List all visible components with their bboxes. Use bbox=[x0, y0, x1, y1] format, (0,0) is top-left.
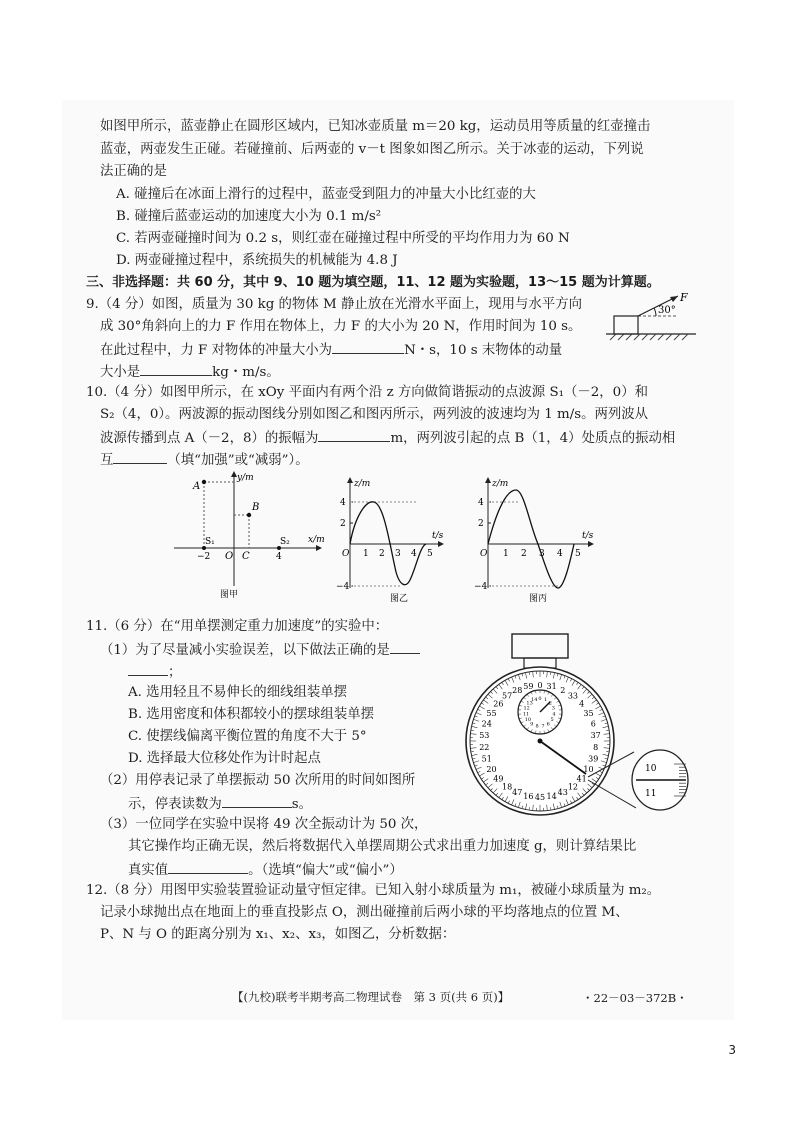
stopwatch-figure bbox=[464, 628, 704, 828]
q8-line-1: 如图甲所示，蓝壶静止在圆形区域内，已知冰壶质量 m＝20 kg，运动员用等质量的红壶撞击 bbox=[100, 119, 651, 134]
svg-text:4: 4 bbox=[411, 549, 417, 559]
caption-figure-c: 图丙 bbox=[529, 594, 548, 604]
q12-line-3: P、N 与 O 的距离分别为 x₁、x₂、x₃，如图乙，分析数据： bbox=[100, 927, 456, 942]
svg-text:O: O bbox=[342, 549, 350, 559]
q12-line-1: 12.（8 分）用图甲实验装置验证动量守恒定律。已知入射小球质量为 m₁，被碰小球质量为 m₂。 bbox=[86, 883, 661, 898]
force-label: F bbox=[680, 292, 688, 304]
outer-dial-label: 10 bbox=[583, 765, 594, 774]
inner-dial-label: 5 bbox=[550, 717, 554, 723]
q10-figure-a bbox=[170, 468, 330, 603]
point-a bbox=[202, 480, 206, 484]
outer-dial-label: 33 bbox=[567, 691, 579, 701]
q10-figure-b bbox=[336, 476, 448, 604]
block-m bbox=[614, 316, 638, 334]
svg-text:2: 2 bbox=[379, 549, 385, 559]
outer-dial-label: 22 bbox=[479, 742, 490, 752]
svg-text:B: B bbox=[252, 502, 260, 513]
svg-text:10: 10 bbox=[645, 764, 657, 774]
outer-dial-label: 26 bbox=[493, 699, 504, 709]
inner-dial-label: 13 bbox=[526, 700, 533, 707]
q11-blank-3[interactable] bbox=[168, 860, 248, 874]
svg-text:1: 1 bbox=[503, 549, 509, 559]
svg-text:A: A bbox=[193, 481, 201, 492]
outer-dial-label: 28 bbox=[512, 685, 523, 695]
outer-dial-label: 14 bbox=[546, 791, 557, 801]
outer-dial-label: 24 bbox=[481, 719, 492, 729]
outer-dial-label: 47 bbox=[512, 788, 523, 798]
svg-text:4: 4 bbox=[557, 549, 563, 559]
stopwatch-crown bbox=[512, 634, 568, 658]
q10-line-2: S₂（4，0）。两波源的振动图线分别如图乙和图丙所示，两列波的波速均为 1 m/s。两列波从 bbox=[100, 407, 649, 422]
svg-text:S₂: S₂ bbox=[280, 537, 290, 547]
outer-dial-label: 4 bbox=[579, 699, 585, 709]
outer-dial-label: 35 bbox=[583, 709, 594, 718]
svg-text:z/m: z/m bbox=[492, 479, 509, 489]
force-arrowhead bbox=[670, 296, 678, 302]
svg-text:x/m: x/m bbox=[308, 535, 325, 545]
inner-dial-label: 12 bbox=[523, 705, 530, 712]
inner-dial-label: 14 bbox=[531, 697, 538, 704]
svg-text:y/m: y/m bbox=[237, 473, 254, 483]
q11-option-a: A. 选用轻且不易伸长的细线组装单摆 bbox=[128, 685, 348, 700]
q10-blank-amplitude[interactable] bbox=[318, 428, 390, 442]
svg-text:t/s: t/s bbox=[432, 531, 444, 541]
q8-option-d: D. 两壶碰撞过程中，系统损失的机械能为 4.8 J bbox=[116, 253, 398, 268]
svg-text:−4: −4 bbox=[336, 582, 350, 592]
outer-dial-label: 45 bbox=[534, 793, 546, 802]
inner-dial-label: 9 bbox=[530, 721, 534, 728]
inner-dial-label: 1 bbox=[544, 697, 548, 704]
q10-figure-c bbox=[474, 476, 600, 604]
outer-dial-label: 57 bbox=[501, 691, 513, 701]
footer-code: ・22－03－372B・ bbox=[582, 991, 688, 1005]
svg-text:−2: −2 bbox=[197, 552, 211, 562]
outer-dial-label: 55 bbox=[486, 709, 497, 718]
point-b bbox=[247, 513, 251, 517]
svg-text:11: 11 bbox=[645, 789, 657, 799]
outer-dial-label: 16 bbox=[523, 791, 534, 801]
caption-figure-a: 图甲 bbox=[220, 590, 239, 600]
q11-blank-1a[interactable] bbox=[390, 640, 420, 654]
svg-text:4: 4 bbox=[340, 498, 346, 508]
q11-option-d: D. 选择最大位移处作为计时起点 bbox=[128, 751, 321, 766]
svg-text:2: 2 bbox=[340, 519, 346, 529]
inner-dial-label: 8 bbox=[535, 723, 539, 730]
outer-dial-label: 6 bbox=[590, 719, 596, 729]
outer-dial-label: 37 bbox=[590, 731, 601, 741]
q10-line-3: 波源传播到点 A（－2，8）的振幅为 m，两列波引起的点 B（1，4）处质点的振动相 bbox=[100, 428, 675, 448]
section-3-heading: 三、非选择题：共 60 分，其中 9、10 题为填空题，11、12 题为实验题，13～15 题为计算题。 bbox=[86, 275, 660, 290]
svg-text:2: 2 bbox=[478, 519, 484, 529]
outer-dial-label: 43 bbox=[557, 788, 568, 798]
q11-part-1: （1）为了尽量减小实验误差，以下做法正确的是 bbox=[100, 640, 420, 660]
inner-dial-label: 3 bbox=[551, 705, 555, 712]
outer-dial-label: 0 bbox=[537, 681, 543, 690]
q9-force-diagram bbox=[604, 292, 700, 346]
inner-dial-label: 6 bbox=[546, 721, 550, 728]
ground-hatch bbox=[610, 334, 688, 340]
inner-dial-label: 7 bbox=[541, 723, 545, 730]
q8-line-3: 法正确的是 bbox=[100, 164, 167, 179]
wave-curve-b bbox=[350, 502, 426, 585]
inner-dial-label: 4 bbox=[552, 711, 556, 718]
q11-part-3-line-3: 真实值 。（选填“偏大”或“偏小”） bbox=[128, 860, 403, 880]
svg-text:O: O bbox=[480, 549, 488, 559]
svg-text:3: 3 bbox=[539, 549, 545, 559]
q9-line-4: 大小是 kg・m/s。 bbox=[100, 362, 280, 382]
q10-line-4: 互 （填“加强”或“减弱”）。 bbox=[100, 450, 309, 470]
svg-text:4: 4 bbox=[276, 552, 282, 562]
q11-blank-1b[interactable] bbox=[128, 662, 168, 676]
inner-dial-label: 11 bbox=[522, 711, 530, 718]
outer-dial-label: 8 bbox=[593, 742, 599, 752]
angle-arc bbox=[654, 308, 656, 316]
svg-text:5: 5 bbox=[427, 549, 433, 559]
outer-dial-label: 20 bbox=[486, 765, 497, 774]
svg-text:S₁: S₁ bbox=[205, 537, 215, 547]
q11-line-1: 11.（6 分）在“用单摆测定重力加速度”的实验中： bbox=[86, 619, 389, 634]
svg-text:C: C bbox=[242, 551, 250, 562]
outer-dial-label: 2 bbox=[560, 685, 566, 695]
q9-line-1: 9.（4 分）如图，质量为 30 kg 的物体 M 静止放在光滑水平面上，现用与水平方向 bbox=[86, 297, 582, 312]
q8-option-a: A. 碰撞后在冰面上滑行的过程中，蓝壶受到阻力的冲量大小比红壶的大 bbox=[116, 187, 536, 202]
q11-option-c: C. 使摆线偏离平衡位置的角度不大于 5° bbox=[128, 729, 367, 744]
q9-blank-impulse[interactable] bbox=[332, 340, 404, 354]
q11-part-2-line-1: （2）用停表记录了单摆振动 50 次所用的时间如图所 bbox=[100, 773, 416, 788]
q11-part-3-line-1: （3）一位同学在实验中误将 49 次全振动计为 50 次， bbox=[100, 817, 428, 832]
outer-dial-label: 39 bbox=[588, 754, 599, 764]
page-number: 3 bbox=[728, 1043, 736, 1057]
inner-dial-label: 2 bbox=[548, 700, 552, 707]
outer-dial-label: 12 bbox=[567, 782, 579, 792]
outer-dial-label: 53 bbox=[479, 731, 490, 741]
q8-line-2: 蓝壶，两壶发生正碰。若碰撞前、后两壶的 v－t 图象如图乙所示。关于冰壶的运动，下列说 bbox=[100, 142, 644, 157]
svg-text:2: 2 bbox=[521, 549, 527, 559]
svg-text:4: 4 bbox=[478, 498, 484, 508]
inner-dial-label: 10 bbox=[524, 717, 532, 723]
svg-text:3: 3 bbox=[395, 549, 401, 559]
svg-text:5: 5 bbox=[575, 549, 581, 559]
q9-blank-momentum[interactable] bbox=[140, 362, 212, 376]
angle-label: 30° bbox=[658, 305, 676, 316]
q11-option-b: B. 选用密度和体积都较小的摆球组装单摆 bbox=[128, 707, 374, 722]
svg-text:O: O bbox=[225, 551, 234, 562]
q9-line-3: 在此过程中，力 F 对物体的冲量大小为 N・s，10 s 末物体的动量 bbox=[100, 340, 562, 360]
footer-exam-info: 【(九校)联考半期考高二物理试卷 第 3 页(共 6 页)】 bbox=[232, 990, 510, 1004]
caption-figure-b: 图乙 bbox=[390, 594, 409, 604]
q8-option-b: B. 碰撞后蓝壶运动的加速度大小为 0.1 m/s² bbox=[116, 209, 382, 224]
inner-dial-label: 0 bbox=[538, 696, 542, 702]
q8-option-c: C. 若两壶碰撞时间为 0.2 s，则红壶在碰撞过程中所受的平均作用力为 60 N bbox=[116, 231, 570, 246]
svg-text:z/m: z/m bbox=[354, 479, 371, 489]
q10-line-1: 10.（4 分）如图甲所示，在 xOy 平面内有两个沿 z 方向做简谐振动的点波源 S₁（－2，0）和 bbox=[86, 385, 648, 400]
q11-part-2-line-2: 示，停表读数为 s。 bbox=[128, 794, 312, 814]
outer-dial-label: 31 bbox=[546, 682, 557, 692]
wave-curve-c bbox=[488, 490, 574, 588]
svg-text:−4: −4 bbox=[474, 582, 488, 592]
outer-dial-label: 59 bbox=[523, 682, 534, 692]
q11-part-1-end: ； bbox=[128, 662, 181, 682]
q12-line-2: 记录小球抛出点在地面上的垂直投影点 O，测出碰撞前后两小球的平均落地点的位置 M、 bbox=[100, 905, 629, 920]
svg-text:1: 1 bbox=[363, 549, 369, 559]
outer-dial-label: 18 bbox=[501, 782, 513, 792]
outer-dial-label: 49 bbox=[493, 774, 504, 784]
outer-dial-label: 41 bbox=[576, 774, 587, 784]
q9-line-2: 成 30°角斜向上的力 F 作用在物体上，力 F 的大小为 20 N，作用时间为 10 s。 bbox=[100, 319, 582, 334]
q11-blank-2[interactable] bbox=[222, 794, 292, 808]
svg-text:t/s: t/s bbox=[582, 531, 594, 541]
outer-dial-label: 51 bbox=[481, 754, 492, 764]
q10-blank-interference[interactable] bbox=[113, 450, 167, 464]
q11-part-3-line-2: 其它操作均正确无误，然后将数据代入单摆周期公式求出重力加速度 g，则计算结果比 bbox=[128, 839, 637, 854]
